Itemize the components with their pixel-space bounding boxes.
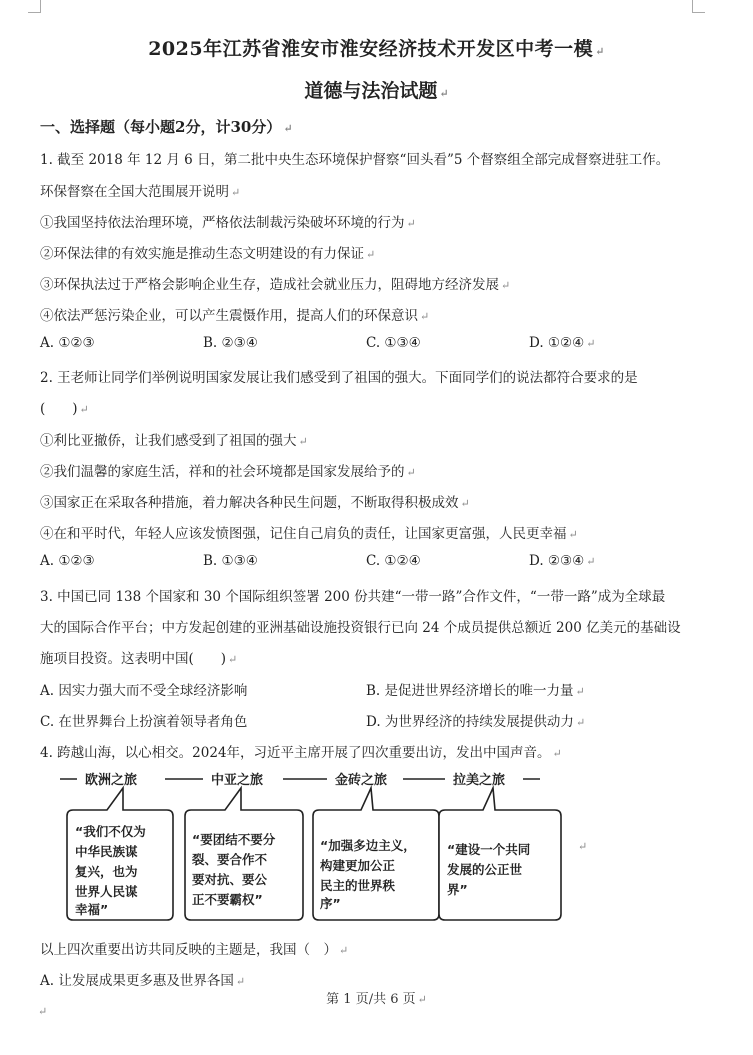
- q1-statement-1: ①我国坚持依法治理环境，严格依法制裁污染破坏环境的行为 ↵: [40, 215, 416, 231]
- q4-option-a: A. 让发展成果更多惠及世界各国 ↵: [40, 973, 246, 989]
- page-title: 2025年江苏省淮安市淮安经济技术开发区中考一模 ↵: [148, 38, 605, 60]
- paragraph-mark: ↵: [578, 840, 588, 853]
- bubble-4-line-1: “建设一个共同: [447, 842, 531, 857]
- q1-option-b: B. ②③④: [203, 335, 258, 351]
- q1-statement-2: ②环保法律的有效实施是推动生态文明建设的有力保证 ↵: [40, 246, 376, 262]
- q3-option-a: A. 因实力强大而不受全球经济影响: [40, 683, 248, 699]
- q1-stem-line2: 环保督察在全国大范围展开说明 ↵: [40, 184, 241, 200]
- bubble-2-line-4: 正不要霸权”: [192, 892, 263, 907]
- bubble-3-line-2: 构建更加公正: [320, 858, 396, 873]
- q2-statement-2: ②我们温馨的家庭生活，祥和的社会环境都是国家发展给予的 ↵: [40, 464, 416, 480]
- q2-option-c: C. ①②④: [366, 553, 421, 569]
- q3-option-b: B. 是促进世界经济增长的唯一力量 ↵: [366, 683, 585, 699]
- bubble-2-line-1: “要团结不要分: [192, 832, 276, 847]
- q1-option-d: D. ①②④ ↵: [529, 335, 596, 351]
- q1-statement-4: ④依法严惩污染企业，可以产生震慑作用，提高人们的环保意识 ↵: [40, 308, 430, 324]
- bubble-4-line-3: 界”: [447, 882, 468, 897]
- trip-label-europe: 欧洲之旅: [85, 773, 138, 788]
- q2-option-a: A. ①②③: [40, 553, 95, 569]
- q3-stem-line1: 3. 中国已同 138 个国家和 30 个国际组织签署 200 份共建“一带一路”合作文件，“一带一路”成为全球最: [40, 589, 666, 605]
- q1-option-c: C. ①③④: [366, 335, 421, 351]
- q3-option-c: C. 在世界舞台上扮演着领导者角色: [40, 714, 248, 730]
- q4-stem-line2: 以上四次重要出访共同反映的主题是，我国（ ） ↵: [40, 942, 349, 958]
- bubble-4-line-2: 发展的公正世: [447, 862, 523, 877]
- bubble-3-line-3: 民主的世界秩: [320, 878, 396, 893]
- q2-statement-1: ①利比亚撤侨，让我们感受到了祖国的强大 ↵: [40, 433, 308, 449]
- q4-stem-line1: 4. 跨越山海，以心相交。2024年，习近平主席开展了四次重要出访，发出中国声音。 ↵: [40, 745, 562, 761]
- end-paragraph-mark: ↵: [38, 1005, 48, 1018]
- corner-mark-right: [692, 0, 705, 13]
- q1-stem-line1: 1. 截至 2018 年 12 月 6 日，第二批中央生态环境保护督察“回头看”5 个督察组全部完成督察进驻工作。: [40, 152, 670, 168]
- bubble-1-line-4: 世界人民谋: [75, 884, 138, 899]
- q3-option-d: D. 为世界经济的持续发展提供动力 ↵: [366, 714, 586, 730]
- trip-label-central-asia: 中亚之旅: [211, 773, 264, 788]
- trip-label-latin-america: 拉美之旅: [453, 773, 506, 788]
- speech-bubble-comic: [55, 764, 575, 924]
- q3-stem-line3: 施项目投资。这表明中国( ) ↵: [40, 651, 238, 667]
- page-footer: 第 1 页/共 6 页 ↵: [326, 992, 427, 1007]
- q2-statement-3: ③国家正在采取各种措施，着力解决各种民生问题，不断取得积极成效 ↵: [40, 495, 470, 511]
- q2-statement-4: ④在和平时代，年轻人应该发愤图强，记住自己肩负的责任，让国家更富强，人民更幸福 ↵: [40, 526, 578, 542]
- section-heading: 一、选择题（每小题2分，计30分） ↵: [40, 118, 293, 136]
- q1-option-a: A. ①②③: [40, 335, 95, 351]
- q3-stem-line2: 大的国际合作平台；中方发起创建的亚洲基础设施投资银行已向 24 个成员提供总额近 200 亿美元的基础设: [40, 620, 681, 636]
- corner-mark-left: [28, 0, 41, 13]
- q2-stem-line2: ( ) ↵: [40, 401, 89, 417]
- page-subtitle: 道德与法治试题 ↵: [304, 80, 449, 102]
- bubble-1-line-5: 幸福”: [75, 902, 109, 917]
- bubble-1-line-1: “我们不仅为: [75, 824, 146, 839]
- bubble-2-line-3: 要对抗、要公: [192, 872, 268, 887]
- bubble-3-line-1: “加强多边主义，: [320, 838, 416, 853]
- q1-statement-3: ③环保执法过于严格会影响企业生存，造成社会就业压力，阻碍地方经济发展 ↵: [40, 277, 511, 293]
- q2-stem-line1: 2. 王老师让同学们举例说明国家发展让我们感受到了祖国的强大。下面同学们的说法都符合要求的是: [40, 370, 638, 386]
- bubble-3-line-4: 序”: [320, 896, 341, 911]
- bubble-1-line-3: 复兴，也为: [75, 864, 138, 879]
- q2-option-b: B. ①③④: [203, 553, 258, 569]
- bubble-2-line-2: 裂、要合作不: [192, 852, 268, 867]
- trip-label-brics: 金砖之旅: [335, 773, 388, 788]
- q2-option-d: D. ②③④ ↵: [529, 553, 596, 569]
- bubble-1-line-2: 中华民族谋: [75, 844, 138, 859]
